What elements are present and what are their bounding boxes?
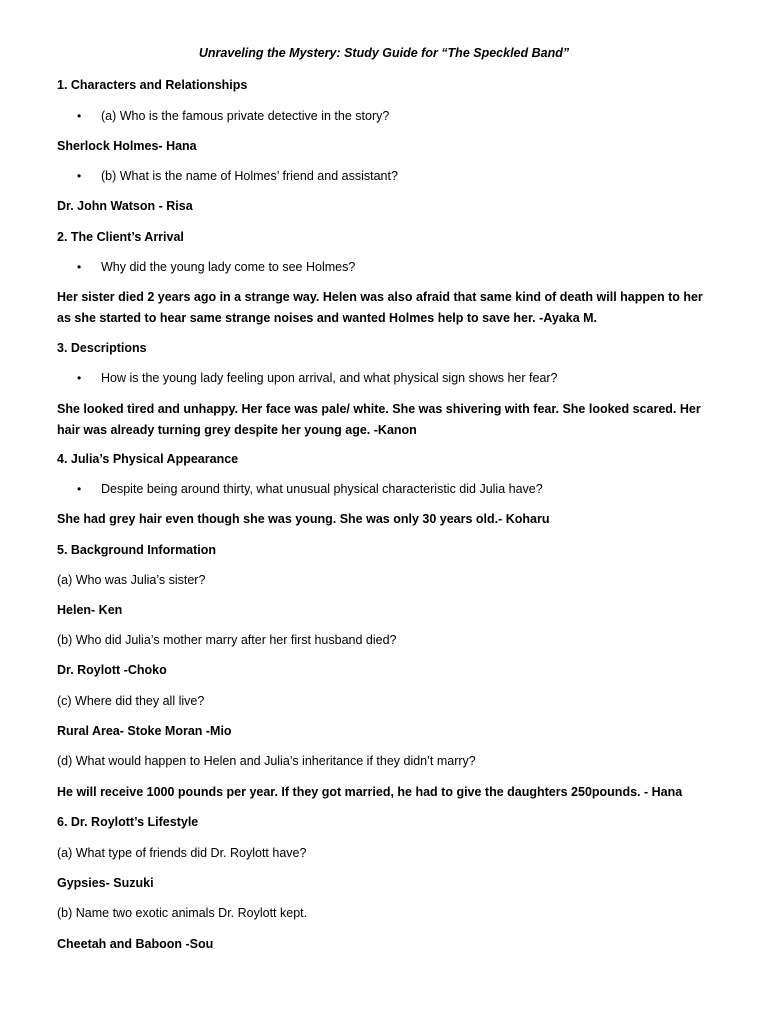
bullet-icon: • <box>77 260 82 274</box>
bullet-icon: • <box>77 109 82 123</box>
answer-text: Gypsies- Suzuki <box>57 876 154 890</box>
question-text: (b) Who did Julia’s mother marry after her first husband died? <box>57 633 397 647</box>
answer-text: Rural Area- Stoke Moran -Mio <box>57 724 232 738</box>
question-text: (d) What would happen to Helen and Julia’s inheritance if they didn’t marry? <box>57 754 476 768</box>
bullet-question: How is the young lady feeling upon arrival, and what physical sign shows her fear? <box>101 371 558 385</box>
section-heading: 4. Julia’s Physical Appearance <box>57 452 239 466</box>
document-title: Unraveling the Mystery: Study Guide for “The Speckled Band” <box>198 46 570 60</box>
answer-text: He will receive 1000 pounds per year. If they got married, he had to give the daughters 250pounds. - Hana <box>57 785 683 799</box>
answer-text: Dr. John Watson - Risa <box>57 199 193 213</box>
question-text: (b) Name two exotic animals Dr. Roylott kept. <box>57 906 308 920</box>
bullet-question: Why did the young lady come to see Holmes? <box>101 260 356 274</box>
section-heading: 2. The Client’s Arrival <box>57 230 184 244</box>
bullet-icon: • <box>77 482 82 496</box>
bullet-question: Despite being around thirty, what unusual physical characteristic did Julia have? <box>101 482 543 496</box>
section-heading: 1. Characters and Relationships <box>57 78 248 92</box>
section-heading: 6. Dr. Roylott’s Lifestyle <box>57 815 199 829</box>
answer-text: She had grey hair even though she was young. She was only 30 years old.- Koharu <box>57 512 550 526</box>
bullet-icon: • <box>77 371 82 385</box>
section-heading: 5. Background Information <box>57 543 217 557</box>
bullet-question: (b) What is the name of Holmes’ friend and assistant? <box>101 169 398 183</box>
question-text: (a) Who was Julia’s sister? <box>57 573 206 587</box>
answer-text: She looked tired and unhappy. Her face was pale/ white. She was shivering with fear. She looked scared. Her hair was already turning grey despite her young age. -Kanon <box>57 402 701 437</box>
answer-text: Dr. Roylott -Choko <box>57 663 167 677</box>
question-text: (a) What type of friends did Dr. Roylott have? <box>57 846 307 860</box>
answer-text: Cheetah and Baboon -Sou <box>57 937 214 951</box>
question-text: (c) Where did they all live? <box>57 694 205 708</box>
answer-text: Sherlock Holmes- Hana <box>57 139 197 153</box>
bullet-question: (a) Who is the famous private detective in the story? <box>101 109 390 123</box>
bullet-icon: • <box>77 169 82 183</box>
answer-text: Her sister died 2 years ago in a strange way. Helen was also afraid that same kind of death will happen to her as she started to hear same strange noises and wanted Holmes help to save her. -Ayaka M. <box>57 290 703 325</box>
section-heading: 3. Descriptions <box>57 341 147 355</box>
answer-text: Helen- Ken <box>57 603 123 617</box>
